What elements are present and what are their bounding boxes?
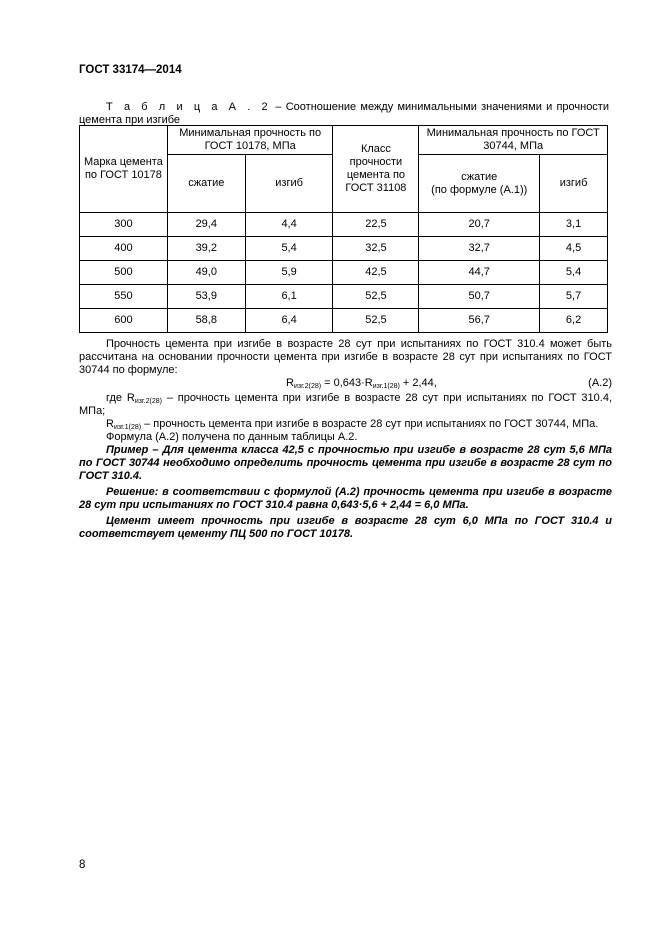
table-cell: 53,9 (167, 285, 245, 309)
table-row (80, 237, 608, 261)
formula-mid-sub: изг.1(28) (372, 383, 400, 390)
table-row (80, 285, 608, 309)
formula-expression (286, 377, 437, 390)
table-row (80, 261, 608, 285)
document-code: ГОСТ 33174—2014 (79, 64, 182, 76)
table-cell: 600 (80, 309, 168, 333)
where2-sub: изг.1(28) (113, 424, 142, 431)
table-cell: 22,5 (333, 213, 419, 237)
page-number: 8 (79, 859, 86, 871)
table-cell: 500 (80, 261, 168, 285)
table-cell: 5,9 (245, 261, 333, 285)
table-cell: 32,5 (333, 237, 419, 261)
table-cell: 5,4 (245, 237, 333, 261)
where1-pre: где R (106, 392, 135, 404)
table-cell: 29,4 (167, 213, 245, 237)
table-row (80, 309, 608, 333)
header-g1-compression: сжатие (167, 155, 245, 213)
table-cell: 300 (80, 213, 168, 237)
table-cell: 52,5 (333, 309, 419, 333)
body-text (79, 338, 612, 541)
table-cell: 6,2 (540, 309, 608, 333)
where1-sub: изг.2(28) (134, 398, 162, 405)
table-cell: 4,4 (245, 213, 333, 237)
header-cement-grade: Марка цемента по ГОСТ 10178 (80, 126, 168, 213)
formula-number: (А.2) (588, 377, 612, 389)
solution-text: в соответствии с формулой (А.2) прочность цемента при изгибе в возрасте 28 сут при испытаниях по ГОСТ 310.4 равна 0,643·5,6 + 2,44 = 6,0 МПа. (79, 486, 612, 511)
header-g2-compression-line1: сжатие (461, 170, 498, 183)
table-cell: 4,5 (540, 237, 608, 261)
table-cell: 32,7 (419, 237, 540, 261)
table-cell: 5,4 (540, 261, 608, 285)
where2-post: – прочность цемента при изгибе в возрасте 28 сут при испытаниях по ГОСТ 30744, МПа. (141, 418, 599, 430)
header-gost30744-group: Минимальная прочность по ГОСТ 30744, МПа (419, 126, 608, 155)
table-cell: 49,0 (167, 261, 245, 285)
table-cell: 20,7 (419, 213, 540, 237)
table-cell: 6,1 (245, 285, 333, 309)
formula-lhs-sub: изг.2(28) (293, 383, 322, 390)
table-cell: 400 (80, 237, 168, 261)
header-g2-compression-line2: (по формуле (А.1)) (431, 183, 528, 196)
table-caption (79, 101, 609, 127)
header-g2-compression (419, 155, 540, 213)
table-caption-text: – Соотношение между минимальными значениями и прочности цемента при изгибе (79, 101, 609, 126)
example-label: Пример (106, 444, 149, 456)
formula-mid: = 0,643·R (321, 377, 373, 389)
table-cell: 52,5 (333, 285, 419, 309)
table-cell: 5,7 (540, 285, 608, 309)
example-paragraph (79, 444, 612, 483)
table-cell: 58,8 (167, 309, 245, 333)
solution-paragraph (79, 486, 612, 512)
where-line-1 (79, 392, 612, 418)
paragraph-formula-intro: Прочность цемента при изгибе в возрасте 28 сут при испытаниях по ГОСТ 310.4 может быть рассчитана на основании прочности цемента при изгибе в возрасте 28 сут при испытаниях по ГОСТ 30744 по формуле: (79, 338, 612, 376)
table-cell: 56,7 (419, 309, 540, 333)
solution-label: Решение: (106, 486, 159, 498)
header-g2-bending: изгиб (540, 155, 608, 213)
table-cell: 3,1 (540, 213, 608, 237)
table-row (80, 213, 608, 237)
example-text: – Для цемента класса 42,5 с прочностью при изгибе в возрасте 28 сут 5,6 МПа по ГОСТ 30744 необходимо определить прочность цемента при изгибе в возрасте 28 сут по ГОСТ 310.4. (79, 444, 612, 482)
formula-note: Формула (А.2) получена по данным таблицы А.2. (106, 431, 358, 443)
table-cell: 42,5 (333, 261, 419, 285)
header-strength-class: Класс прочности цемента по ГОСТ 31108 (333, 126, 419, 213)
where-line-2 (79, 418, 612, 431)
where2-pre: R (106, 418, 114, 430)
strength-table (79, 125, 608, 333)
header-gost10178-group: Минимальная прочность по ГОСТ 10178, МПа (167, 126, 333, 155)
formula-lhs: R (286, 377, 294, 389)
header-g1-bending: изгиб (245, 155, 333, 213)
formula-rhs: + 2,44, (399, 377, 437, 389)
table-cell: 39,2 (167, 237, 245, 261)
table-cell: 6,4 (245, 309, 333, 333)
formula-a2 (79, 377, 612, 392)
table-caption-label: Т а б л и ц а А . 2 (106, 101, 272, 113)
where1-post: – прочность цемента при изгибе в возрасте 28 сут при испытаниях по ГОСТ 310.4, МПа; (79, 392, 612, 417)
conclusion-paragraph: Цемент имеет прочность при изгибе в возрасте 28 сут 6,0 МПа по ГОСТ 310.4 и соответствует цементу ПЦ 500 по ГОСТ 10178. (79, 515, 612, 540)
table-cell: 50,7 (419, 285, 540, 309)
table-cell: 44,7 (419, 261, 540, 285)
table-cell: 550 (80, 285, 168, 309)
